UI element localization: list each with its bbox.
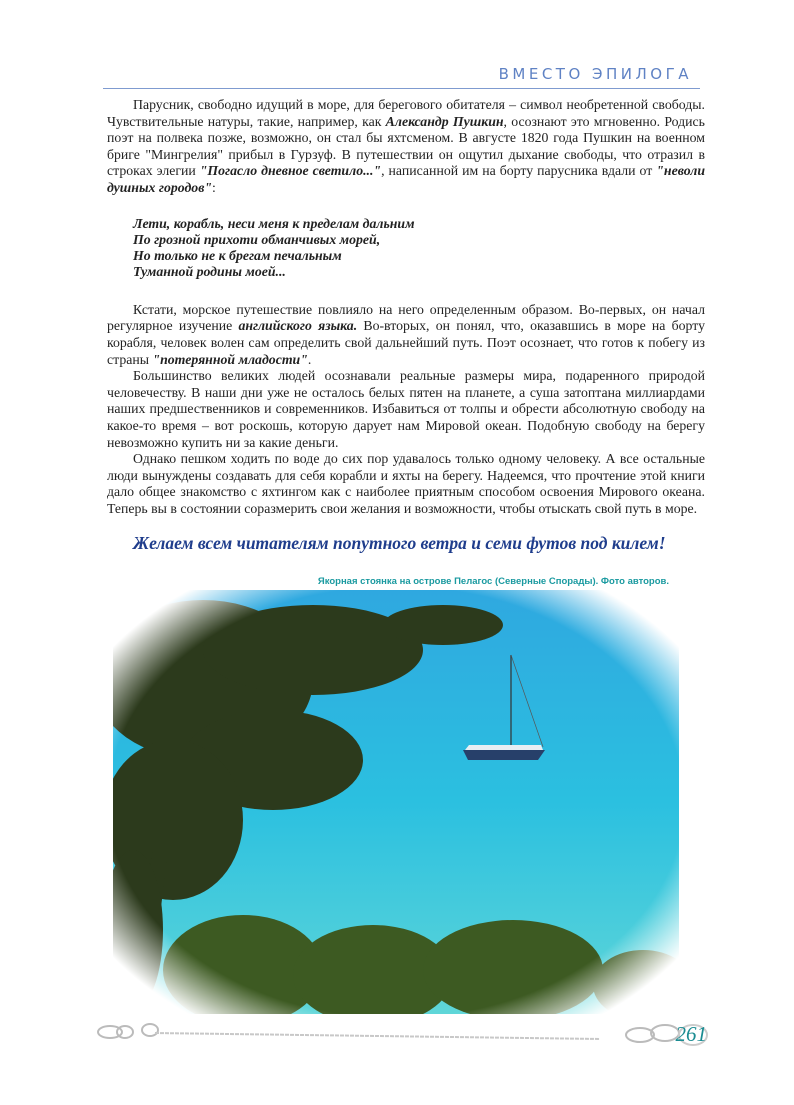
rope-knot-ornament: [95, 1020, 715, 1050]
paragraph: Однако пешком ходить по воде до сих пор удавалось только одному человеку. А все остальные люди вынуждены создавать для себя корабли и яхты на берегу. Надеемся, что прочтение этой книги дало общее знакомство с яхтингом как с наиболее приятным способом освоения Мирового океана. Теперь вы в состоянии соразмерить свои желания и возможности, чтобы отыскать свой путь в море.: [107, 451, 705, 516]
section-title: ВМЕСТО ЭПИЛОГА: [498, 65, 692, 83]
page-number: 261: [675, 1022, 707, 1047]
text: Парусник, свободно идущий в море, для берегового обитателя – символ необретенной свободы. Чувствительные натуры, такие, например, как: [107, 97, 705, 129]
text: Во-вторых, он понял, что, оказавшись в море на борту корабля, человек волен сам определить свой дальнейший путь. Поэт осознает, что готов к побегу из страны: [107, 318, 706, 367]
emphasis: "Погасло дневное светило...": [199, 163, 382, 179]
poem-line: Лети, корабль, неси меня к пределам дальним: [133, 215, 415, 231]
body-text: [107, 97, 705, 517]
paragraph: [107, 302, 705, 368]
emphasis: английского языка.: [238, 318, 358, 334]
poem: [133, 216, 705, 281]
poem-line: Но только не к брегам печальным: [133, 248, 342, 264]
text: , написанной им на борту парусника вдали от: [381, 163, 657, 179]
closing-slogan: Желаем всем читателям попутного ветра и семи футов под килем!: [133, 533, 666, 554]
text: Кстати, морское путешествие повлияло на него определенным образом. Во-первых, он начал регулярное изучение: [107, 301, 705, 334]
emphasis: "неволи душных городов": [107, 163, 705, 195]
poem-line: Туманной родины моей...: [133, 264, 286, 280]
paragraph: [107, 97, 705, 197]
poem-line: По грозной прихоти обманчивых морей,: [133, 231, 381, 247]
photo-anchorage: [113, 590, 679, 1014]
text: :: [212, 179, 216, 195]
photo-caption: Якорная стоянка на острове Пелагос (Северные Спорады). Фото авторов.: [317, 576, 669, 588]
emphasis: Александр Пушкин: [385, 113, 504, 129]
paragraph: Большинство великих людей осознавали реальные размеры мира, подаренного природой человечеству. В наши дни уже не осталось белых пятен на планете, а суша затоптана миллиардами наших предшественников и современников. Избавиться от толпы и обрести абсолютную свободу на какое-то время – вот роскошь, которую дарует нам Мировой океан. Подобную свободу на берегу невозможно купить ни за какие деньги.: [107, 368, 705, 450]
page-footer: [95, 1020, 715, 1050]
page-column: [107, 97, 705, 1050]
emphasis: "потерянной младости": [152, 351, 308, 367]
text: , осознают это мгновенно. Родись поэт на полвека позже, возможно, он стал бы яхтсменом. В августе 1820 года Пушкин на военном бриге "Мингрелия" прибыл в Гурзуф. В путешествии он ощутил дыхание свободы, что отразил в строках элегии: [107, 113, 705, 179]
text: .: [307, 351, 312, 367]
running-header: [103, 60, 700, 89]
